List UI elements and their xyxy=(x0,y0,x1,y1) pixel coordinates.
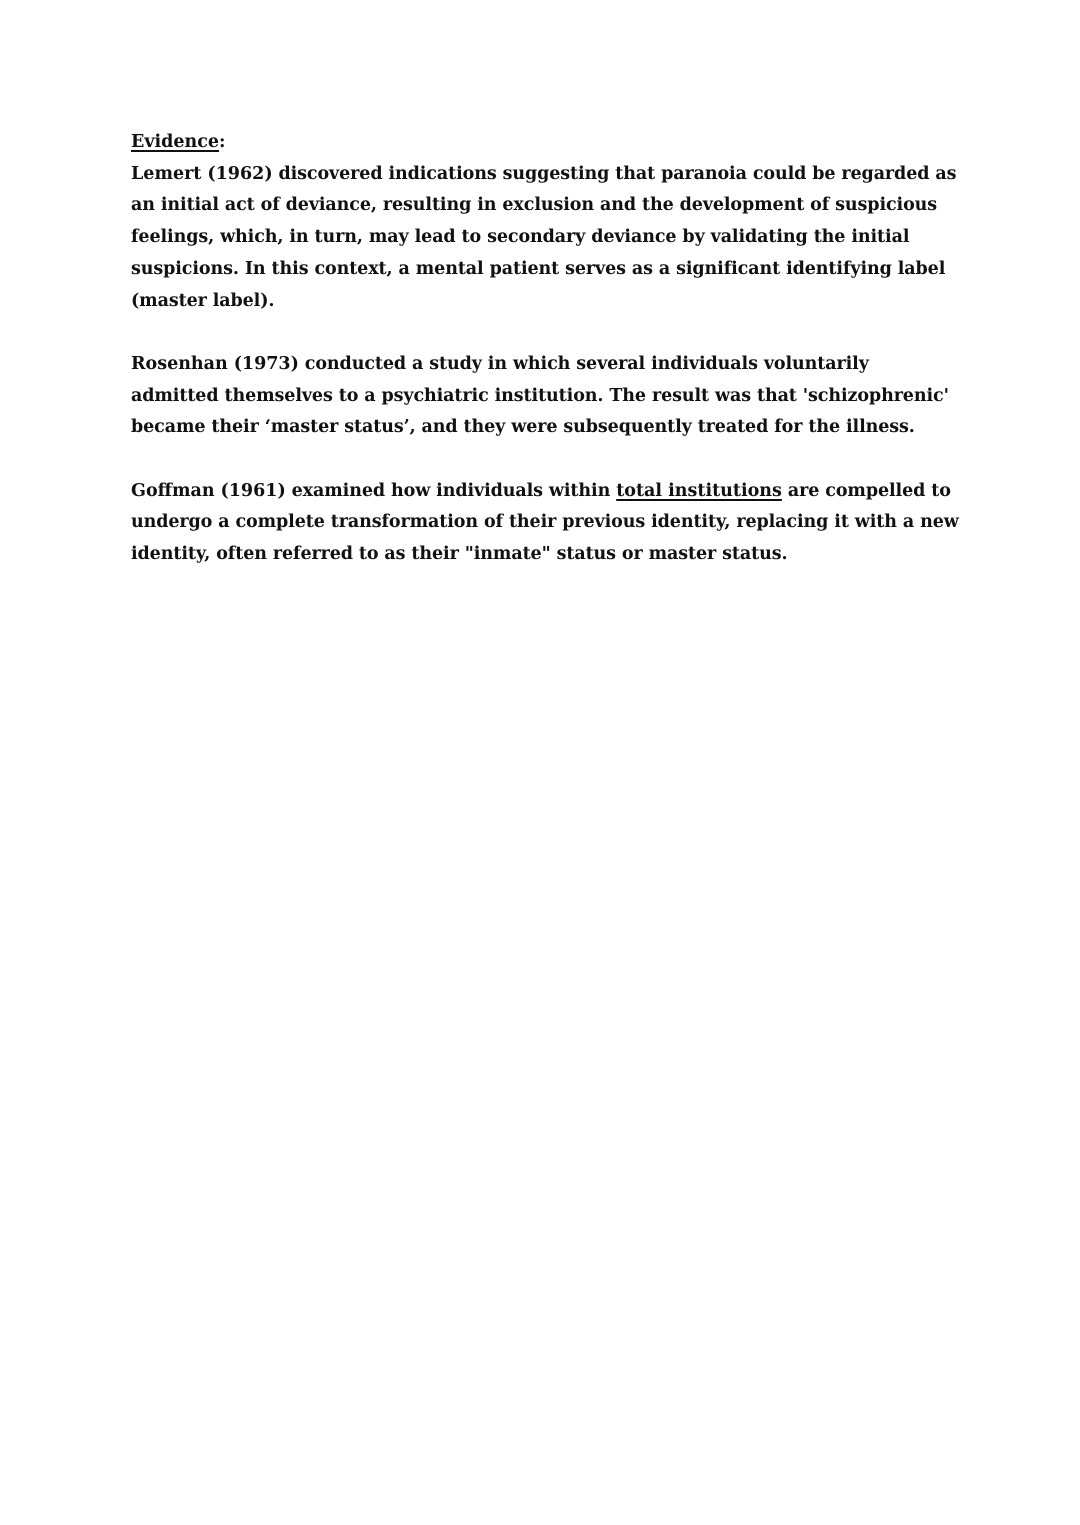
paragraph-text: discovered indications suggesting that paranoia could be regarded as an initial act of deviance, resulting in exclusion and the development of suspicious feelings, which, in turn, may lead to secondary deviance by validating the initial suspicions. In this context, a mental patient serves as a significant identifying label (master label). xyxy=(131,163,957,311)
key-term-total-institutions: total institutions xyxy=(616,480,782,501)
paragraph-text: conducted a study in which several individuals voluntarily admitted themselves to a psychiatric institution. The result was that 'schizophrenic' became their ‘master status’, and they were subsequently treated for the illness. xyxy=(131,353,949,438)
author-name: Lemert xyxy=(131,163,202,184)
paragraph-rosenhan: Rosenhan (1973) conducted a study in which several individuals voluntarily admitted themselves to a psychiatric institution. The result was that 'schizophrenic' became their ‘master status’, and they were subsequently treated for the illness. xyxy=(131,353,949,438)
study-year: 1962 xyxy=(215,163,265,184)
paragraph-lemert: Lemert (1962) discovered indications suggesting that paranoia could be regarded as an initial act of deviance, resulting in exclusion and the development of suspicious feelings, which, in turn, may lead to secondary deviance by validating the initial suspicions. In this context, a mental patient serves as a significant identifying label (master label). xyxy=(131,163,957,311)
study-year: 1973 xyxy=(241,353,291,374)
paragraph-text: examined how individuals within xyxy=(285,480,617,501)
document-page xyxy=(131,127,961,571)
evidence-heading-label: Evidence xyxy=(131,132,220,152)
paragraph-text-continued: are compelled to undergo a complete transformation of their previous identity, replacing it with a new identity, often referred to as their "inmate" status or master status. xyxy=(131,480,959,565)
paragraph-goffman: Goffman (1961) examined how individuals within total institutions are compelled to undergo a complete transformation of their previous identity, replacing it with a new identity, often referred to as their "inmate" status or master status. xyxy=(131,480,959,565)
evidence-heading xyxy=(131,127,961,159)
author-name: Goffman xyxy=(131,480,215,501)
study-year: 1961 xyxy=(228,480,278,501)
author-name: Rosenhan xyxy=(131,353,228,374)
evidence-heading-colon: : xyxy=(219,132,226,152)
